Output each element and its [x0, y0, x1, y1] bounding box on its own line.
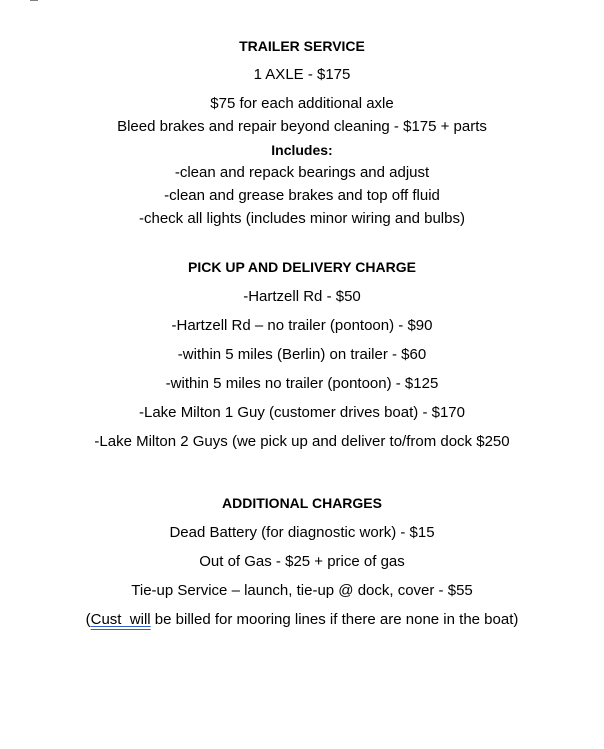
delivery-item: -Lake Milton 2 Guys (we pick up and deliver to/from dock $250: [94, 433, 510, 450]
charge-item: Tie-up Service – launch, tie-up @ dock, cover - $55: [131, 582, 473, 599]
charge-item: Out of Gas - $25 + price of gas: [199, 553, 405, 570]
delivery-item: -Hartzell Rd – no trailer (pontoon) - $90: [171, 317, 433, 334]
axle-price: 1 AXLE - $175: [253, 66, 351, 83]
page-corner-mark: [30, 0, 38, 1]
delivery-item: -Lake Milton 1 Guy (customer drives boat) - $170: [139, 404, 465, 421]
charge-item: Dead Battery (for diagnostic work) - $15: [169, 524, 435, 541]
delivery-item: -within 5 miles (Berlin) on trailer - $60: [177, 346, 427, 363]
note-text: be billed for mooring lines if there are none in the boat): [150, 611, 519, 628]
includes-label: Includes:: [271, 142, 333, 158]
includes-item: -clean and repack bearings and adjust: [174, 164, 430, 181]
spellcheck-flagged-text[interactable]: Cust will: [90, 611, 151, 628]
includes-item: -check all lights (includes minor wiring and bulbs): [139, 210, 465, 227]
note-open-paren: (: [85, 611, 91, 628]
delivery-item: -Hartzell Rd - $50: [243, 288, 361, 305]
additional-axle-price: $75 for each additional axle: [210, 95, 394, 112]
trailer-service-heading: TRAILER SERVICE: [239, 38, 365, 54]
includes-item: -clean and grease brakes and top off fluid: [164, 187, 440, 204]
pickup-delivery-heading: PICK UP AND DELIVERY CHARGE: [188, 259, 416, 275]
bleed-brakes-price: Bleed brakes and repair beyond cleaning - $175 + parts: [117, 118, 487, 135]
mooring-lines-note: [0, 611, 604, 629]
additional-charges-heading: ADDITIONAL CHARGES: [222, 495, 382, 511]
delivery-item: -within 5 miles no trailer (pontoon) - $125: [165, 375, 439, 392]
